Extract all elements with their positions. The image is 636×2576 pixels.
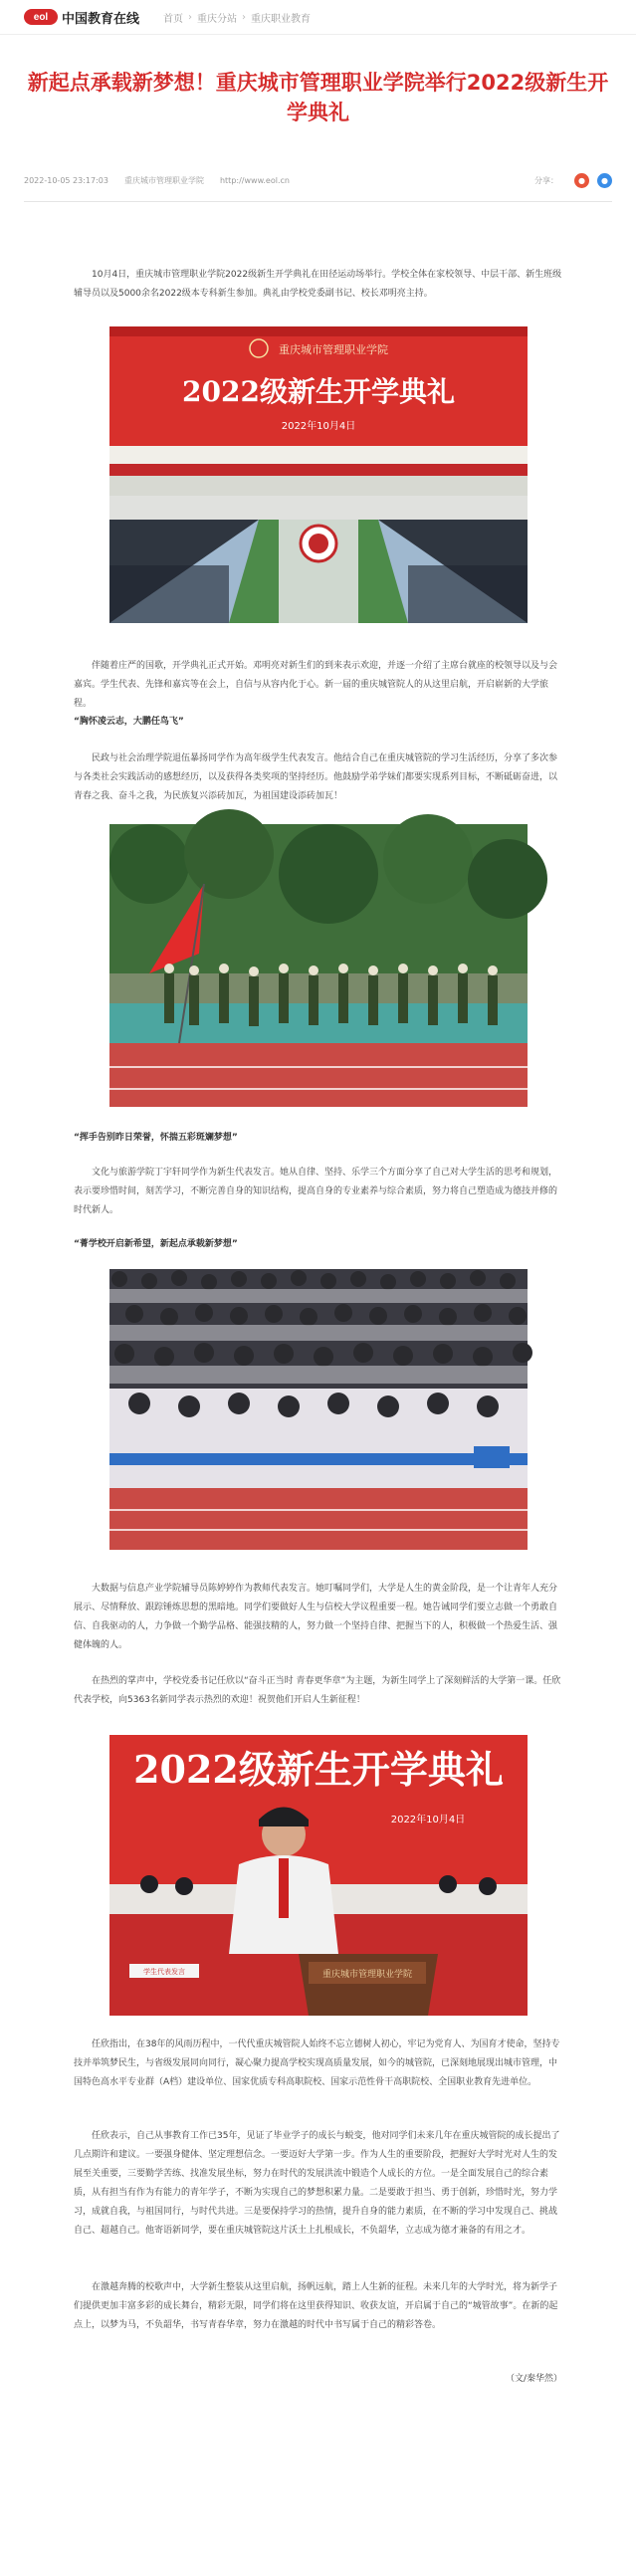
qq-share-icon[interactable]: ●	[597, 173, 612, 188]
podium-school-name: 重庆城市管理职业学院	[321, 1970, 412, 1980]
section-heading-student: “胸怀凌云志，大鹏任鸟飞”	[74, 717, 184, 727]
author-signature: （文/秦华然）	[505, 2374, 562, 2384]
breadcrumb-home[interactable]: 首页	[163, 13, 183, 25]
photo-flag-guard	[109, 824, 528, 1107]
photo-flag-guard-scene	[109, 824, 528, 1107]
photo-students-crowd-scene	[109, 1269, 528, 1550]
paragraph-expectations: 任欣表示，自己从事教育工作已35年，见证了毕业学子的成长与蜕变，他对同学们未来几年在重庆城管院的成长提出了几点期许和建议。一要强身健体、坚定理想信念。一要迈好大学第一步。作为人生的重要阶段，把握好大学时光对人生的发展至关重要，三要勤学苦练、找准发展坐标，努力在时代的发展洪流中锻造个人成长的方位。一是全面发展自己的综合素质，从有担当有作为有能力的青年学子，不断为实现自己的梦想积累力量。二是要敢于担当、勇于创新，珍惜时光，努力学习，成就自我，与祖国同行，与时代共进。三是要保持学习的热情，提升自身的能力素质，在不断的学习中发现自己、挑战自己、超越自己。他寄语新同学，要在重庆城管院这片沃土上扎根成长，不负韶华，立志成为德才兼备的有用之才。	[74, 2131, 560, 2236]
logo-text: 中国教育在线	[62, 11, 140, 27]
breadcrumb-separator: ›	[188, 11, 192, 23]
weibo-share-icon[interactable]: ●	[574, 173, 589, 188]
paragraph-opening: 伴随着庄严的国歌，开学典礼正式开始。邓明亮对新生们的到来表示欢迎，并逐一介绍了主席台就座的校领导以及与会嘉宾。学生代表、先锋和嘉宾等在会上，自信与从容内化于心。新一届的重庆城管院人的从这里启航，开启崭新的大学旅程。	[74, 661, 558, 709]
paragraph-closing: 在激越奔腾的校歌声中，大学新生整装从这里启航，扬帆远航，踏上人生新的征程。未来几年的大学时光，将为新学子们提供更加丰富多彩的成长舞台，精彩无限，同学们将在这里获得知识、收获友谊，开启属于自己的“城管故事”。在新的起点上，以梦为马，不负韶华，书写青春华章，努力在激越的时代中书写属于自己的精彩答卷。	[74, 2282, 558, 2330]
paragraph-freshman-speech: 文化与旅游学院丁宇轩同学作为新生代表发言。她从自律、坚持、乐学三个方面分享了自己对大学生活的思考和规划，表示要珍惜时间，刻苦学习，不断完善自身的知识结构，提高自身的专业素养与综合素质，努力将自己塑造成为德技并修的时代新人。	[74, 1168, 558, 1215]
paragraph-intro: 10月4日，重庆城市管理职业学院2022级新生开学典礼在田径运动场举行。学校全体在家校领导、中层干部、新生班级辅导员以及5000余名2022级本专科新生参加。典礼由学校党委副书记、校长邓明亮主持。	[74, 270, 562, 299]
paragraph-party-secretary: 在热烈的掌声中，学校党委书记任欣以“奋斗正当时 青春更华章”为主题，为新生同学上了深刻鲜活的大学第一课。任欣代表学校，向5363名新同学表示热烈的欢迎！祝贺他们开启人生新征程！	[74, 1676, 561, 1705]
publish-date: 2022-10-05 23:17:03	[24, 175, 108, 185]
photo-podium-speech	[109, 1735, 528, 2016]
share-label: 分享：	[534, 175, 558, 185]
logo-mark: eol	[24, 9, 58, 25]
banner-school-name: 重庆城市管理职业学院	[278, 343, 388, 356]
paragraph-teacher-speech: 大数据与信息产业学院辅导员陈婷婷作为教师代表发言。她叮嘱同学们，大学是人生的黄金阶段，是一个让青年人充分展示、尽情释放、跟踪锤炼思想的黑暗地。同学们要做好人生与信校大学议程重要一程。她告诫同学们要立志做一个勇敢自信、自我驱动的人，力争做一个勤学品格、能强技精的人，努力做一个坚持自律、把握当下的人，积极做一个热爱生活、强健体魄的人。	[74, 1584, 558, 1650]
section-heading-teacher: “菁学校开启新希望，新起点承载新梦想”	[74, 1239, 238, 1249]
banner-title: 2022级新生开学典礼	[181, 375, 455, 408]
breadcrumb-branch[interactable]: 重庆分站	[197, 13, 237, 25]
section-heading-freshman: “挥手告别昨日荣誉，怀揣五彩斑斓梦想”	[74, 1133, 238, 1143]
site-logo[interactable]	[24, 8, 163, 27]
article-source: 重庆城市管理职业学院	[123, 175, 204, 185]
photo-students-crowd	[109, 1269, 528, 1550]
source-url[interactable]: http://www.eol.cn	[219, 175, 290, 185]
article-title: 新起点承载新梦想！重庆城市管理职业学院举行2022级新生开学典礼	[27, 71, 609, 124]
article-body	[74, 266, 562, 2384]
divider	[24, 201, 612, 202]
photo-ceremony-scene	[109, 326, 528, 623]
paragraph-history: 任欣指出，在38年的风雨历程中，一代代重庆城管院人始终不忘立德树人初心，牢记为党育人、为国育才使命，坚持专技并举筑梦民生，与省级发展同向同行，凝心聚力提高学校实现高质量发展，如今的城管院，已深刻地展现出城市管理，中国特色高水平专业群（A档）建设单位、国家优质专科高职院校、国家示范性骨干高职院校、全国职业教育先进单位。	[74, 2039, 560, 2087]
photo4-banner-title: 2022级新生开学典礼	[132, 1747, 504, 1792]
podium-sign: 学生代表发言	[142, 1968, 185, 1976]
top-bar	[0, 0, 636, 35]
breadcrumb-separator: ›	[242, 11, 246, 23]
photo-opening-ceremony	[109, 326, 528, 623]
breadcrumb-category[interactable]: 重庆职业教育	[251, 13, 311, 25]
paragraph-student-speech: 民政与社会治理学院退伍暴扬同学作为高年级学生代表发言。他结合自己在重庆城管院的学习生活经历，分享了多次参与各类社会实践活动的感想经历，以及获得各类奖项的坚持经历。他鼓励学弟学妹们都要实现系列目标，不断砥砺奋进，以青春之我、奋斗之我，为民族复兴添砖加瓦，为祖国建设添砖加瓦！	[74, 753, 558, 801]
photo-podium-scene	[109, 1735, 528, 2016]
photo4-banner-date: 2022年10月4日	[390, 1815, 465, 1825]
banner-date: 2022年10月4日	[281, 421, 355, 432]
article-meta	[24, 171, 612, 189]
breadcrumb	[163, 10, 311, 25]
